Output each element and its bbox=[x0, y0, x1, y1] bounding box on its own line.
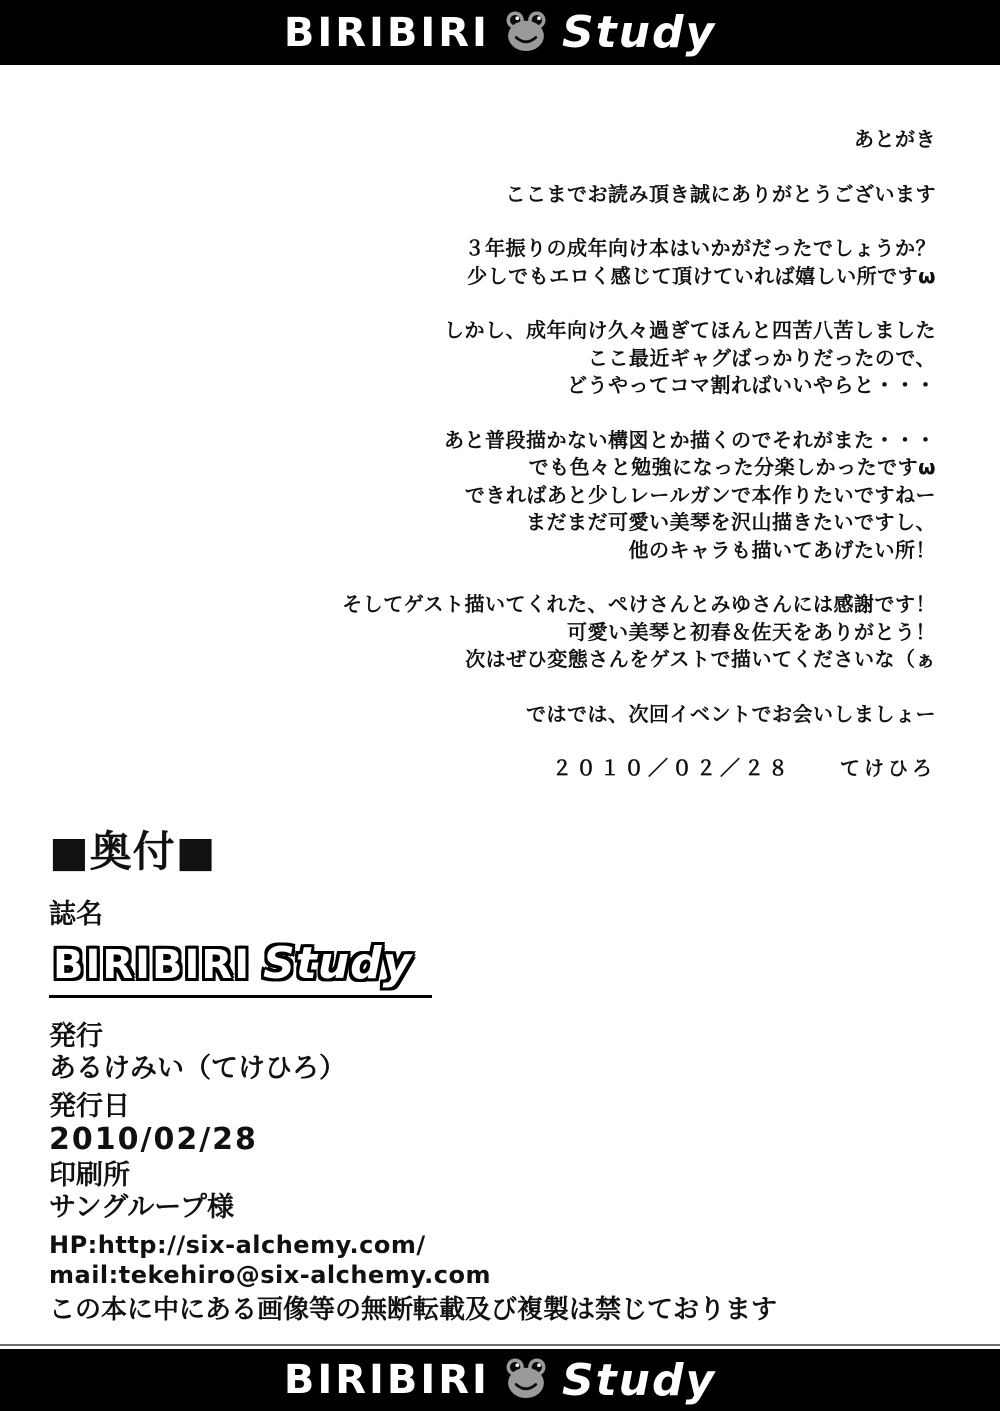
afterword-line: できればあと少しレールガンで本作りたいですねー bbox=[464, 482, 936, 507]
afterword-signoff-date: ２０１０／０２／２８ てけひろ bbox=[552, 756, 936, 780]
colophon-heading: ■奥付■ bbox=[49, 827, 217, 876]
copyright-notice: この本に中にある画像等の無断転載及び複製は禁じております bbox=[49, 1295, 778, 1325]
logo-text-study: Study bbox=[561, 7, 717, 58]
afterword-line: そしてゲスト描いてくれた、ぺけさんとみゆさんには感謝です！ bbox=[342, 592, 936, 616]
afterword-line: ここまでお読み頂き誠にありがとうございます bbox=[505, 181, 936, 206]
afterword-line: ではでは、次回イベントでお会いしましょー bbox=[526, 701, 936, 726]
book-title-label: 誌名 bbox=[49, 899, 103, 930]
publish-date-value: 2010/02/28 bbox=[49, 1122, 258, 1157]
afterword-title: あとがき bbox=[854, 127, 936, 151]
biribiri-study-logo bbox=[284, 7, 716, 58]
publish-date-label: 発行日 bbox=[49, 1091, 130, 1122]
afterword-section bbox=[56, 126, 936, 783]
header-banner bbox=[0, 0, 1000, 65]
printer-value: サングループ様 bbox=[49, 1192, 234, 1223]
printer-label: 印刷所 bbox=[49, 1160, 130, 1191]
afterword-line: あと普段描かない構図とか描くのでそれがまた・・・ bbox=[444, 427, 936, 452]
footer-banner bbox=[0, 1349, 1000, 1411]
frog-icon bbox=[500, 1356, 552, 1400]
book-title-biribiri: BIRIBIRI bbox=[53, 942, 252, 988]
afterword-paragraph bbox=[56, 427, 936, 565]
afterword-paragraph bbox=[56, 317, 936, 400]
logo-text-study: Study bbox=[561, 1354, 717, 1406]
publisher-value: あるけみい（てけひろ） bbox=[49, 1053, 346, 1084]
contact-email: mail:tekehiro@six-alchemy.com bbox=[49, 1261, 491, 1289]
book-title-logo bbox=[49, 936, 432, 998]
publisher-label: 発行 bbox=[49, 1021, 103, 1052]
afterword-paragraph bbox=[56, 235, 936, 290]
logo-text-biribiri: BIRIBIRI bbox=[283, 1357, 490, 1403]
afterword-line: まだまだ可愛い美琴を沢山描きたいですし、 bbox=[526, 510, 936, 534]
afterword-paragraph bbox=[56, 591, 936, 674]
frog-icon bbox=[500, 9, 552, 53]
afterword-line: 次はぜひ変態さんをゲストで描いてくださいな（ぁ bbox=[465, 647, 936, 671]
afterword-line: 他のキャラも描いてあげたい所！ bbox=[628, 537, 936, 562]
afterword-line: 可愛い美琴と初春＆佐天をありがとう！ bbox=[567, 619, 936, 644]
afterword-paragraph bbox=[56, 701, 936, 729]
colophon-section bbox=[49, 828, 959, 1325]
biribiri-study-logo bbox=[284, 1355, 716, 1406]
afterword-line: ３年振りの成年向け本はいかがだったでしょうか？ bbox=[464, 236, 936, 260]
afterword-line: ここ最近ギャグばっかりだったので、 bbox=[587, 345, 936, 370]
book-title-study: Study bbox=[263, 938, 413, 989]
afterword-line: でも色々と勉強になった分楽しかったですω bbox=[528, 455, 936, 479]
website-url: HP:http://six-alchemy.com/ bbox=[49, 1231, 426, 1259]
afterword-line: 少しでもエロく感じて頂けていれば嬉しい所ですω bbox=[467, 263, 936, 288]
logo-text-biribiri: BIRIBIRI bbox=[283, 9, 490, 56]
afterword-line: しかし、成年向け久々過ぎてほんと四苦八苦しました bbox=[444, 318, 936, 342]
afterword-line: どうやってコマ割ればいいやらと・・・ bbox=[567, 373, 936, 397]
afterword-paragraph bbox=[56, 181, 936, 209]
footer-divider bbox=[0, 1344, 1000, 1346]
